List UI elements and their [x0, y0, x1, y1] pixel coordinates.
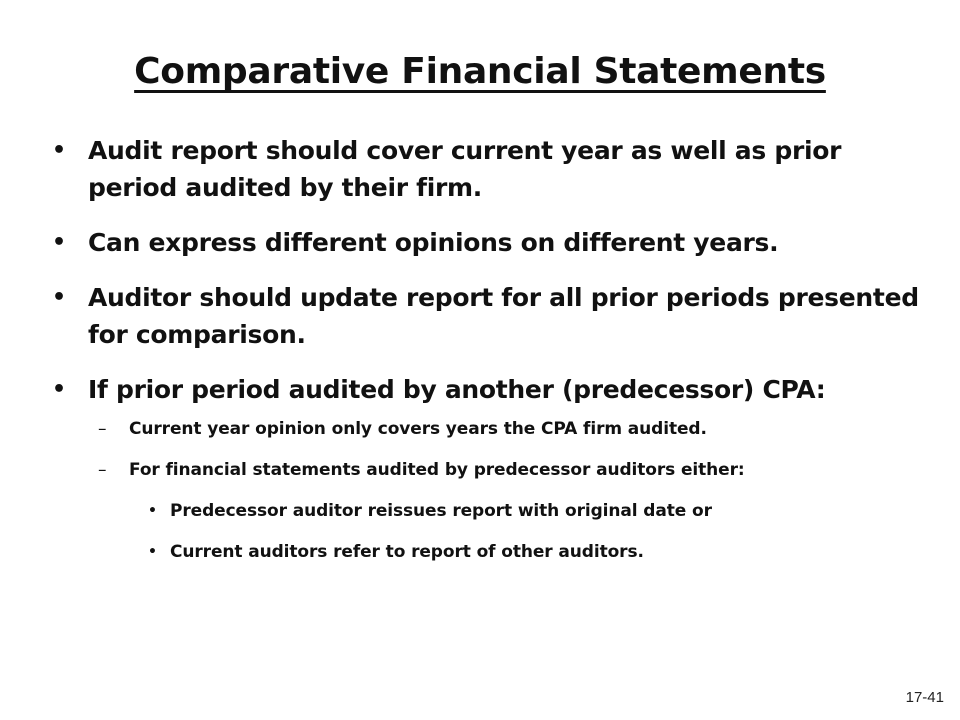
bullet-text: Can express different opinions on different years.	[88, 228, 779, 257]
bullet-dot-icon: •	[52, 138, 66, 163]
bullet-dot-icon: •	[52, 285, 66, 310]
bullet-item	[52, 279, 932, 353]
bullet-item	[52, 371, 932, 408]
bullet-dot-icon: •	[52, 230, 66, 255]
bullet-list	[52, 132, 932, 579]
small-bullet-dot-icon: •	[148, 544, 157, 560]
bullet-text: If prior period audited by another (predecessor) CPA:	[88, 375, 826, 404]
sub-bullet-item	[52, 415, 932, 443]
dash-icon: –	[98, 419, 107, 439]
bullet-text: Auditor should update report for all prior periods presented for comparison.	[88, 283, 919, 349]
bullet-item	[52, 224, 932, 261]
sub-sub-bullet-item	[52, 538, 932, 566]
slide-number: 17-41	[905, 689, 944, 706]
sub-bullet-item	[52, 456, 932, 484]
small-bullet-dot-icon: •	[148, 503, 157, 519]
bullet-text: Audit report should cover current year as well as prior period audited by their firm.	[88, 136, 842, 202]
sub-sub-bullet-text: Current auditors refer to report of other auditors.	[170, 542, 644, 562]
slide-title: Comparative Financial Statements	[134, 51, 826, 92]
sub-bullet-text: For financial statements audited by predecessor auditors either:	[129, 460, 745, 480]
sub-sub-bullet-item	[52, 497, 932, 525]
sub-sub-bullet-text: Predecessor auditor reissues report with original date or	[170, 501, 712, 521]
bullet-dot-icon: •	[52, 377, 66, 402]
dash-icon: –	[98, 460, 107, 480]
sub-bullet-text: Current year opinion only covers years the CPA firm audited.	[129, 419, 707, 439]
bullet-item	[52, 132, 932, 206]
